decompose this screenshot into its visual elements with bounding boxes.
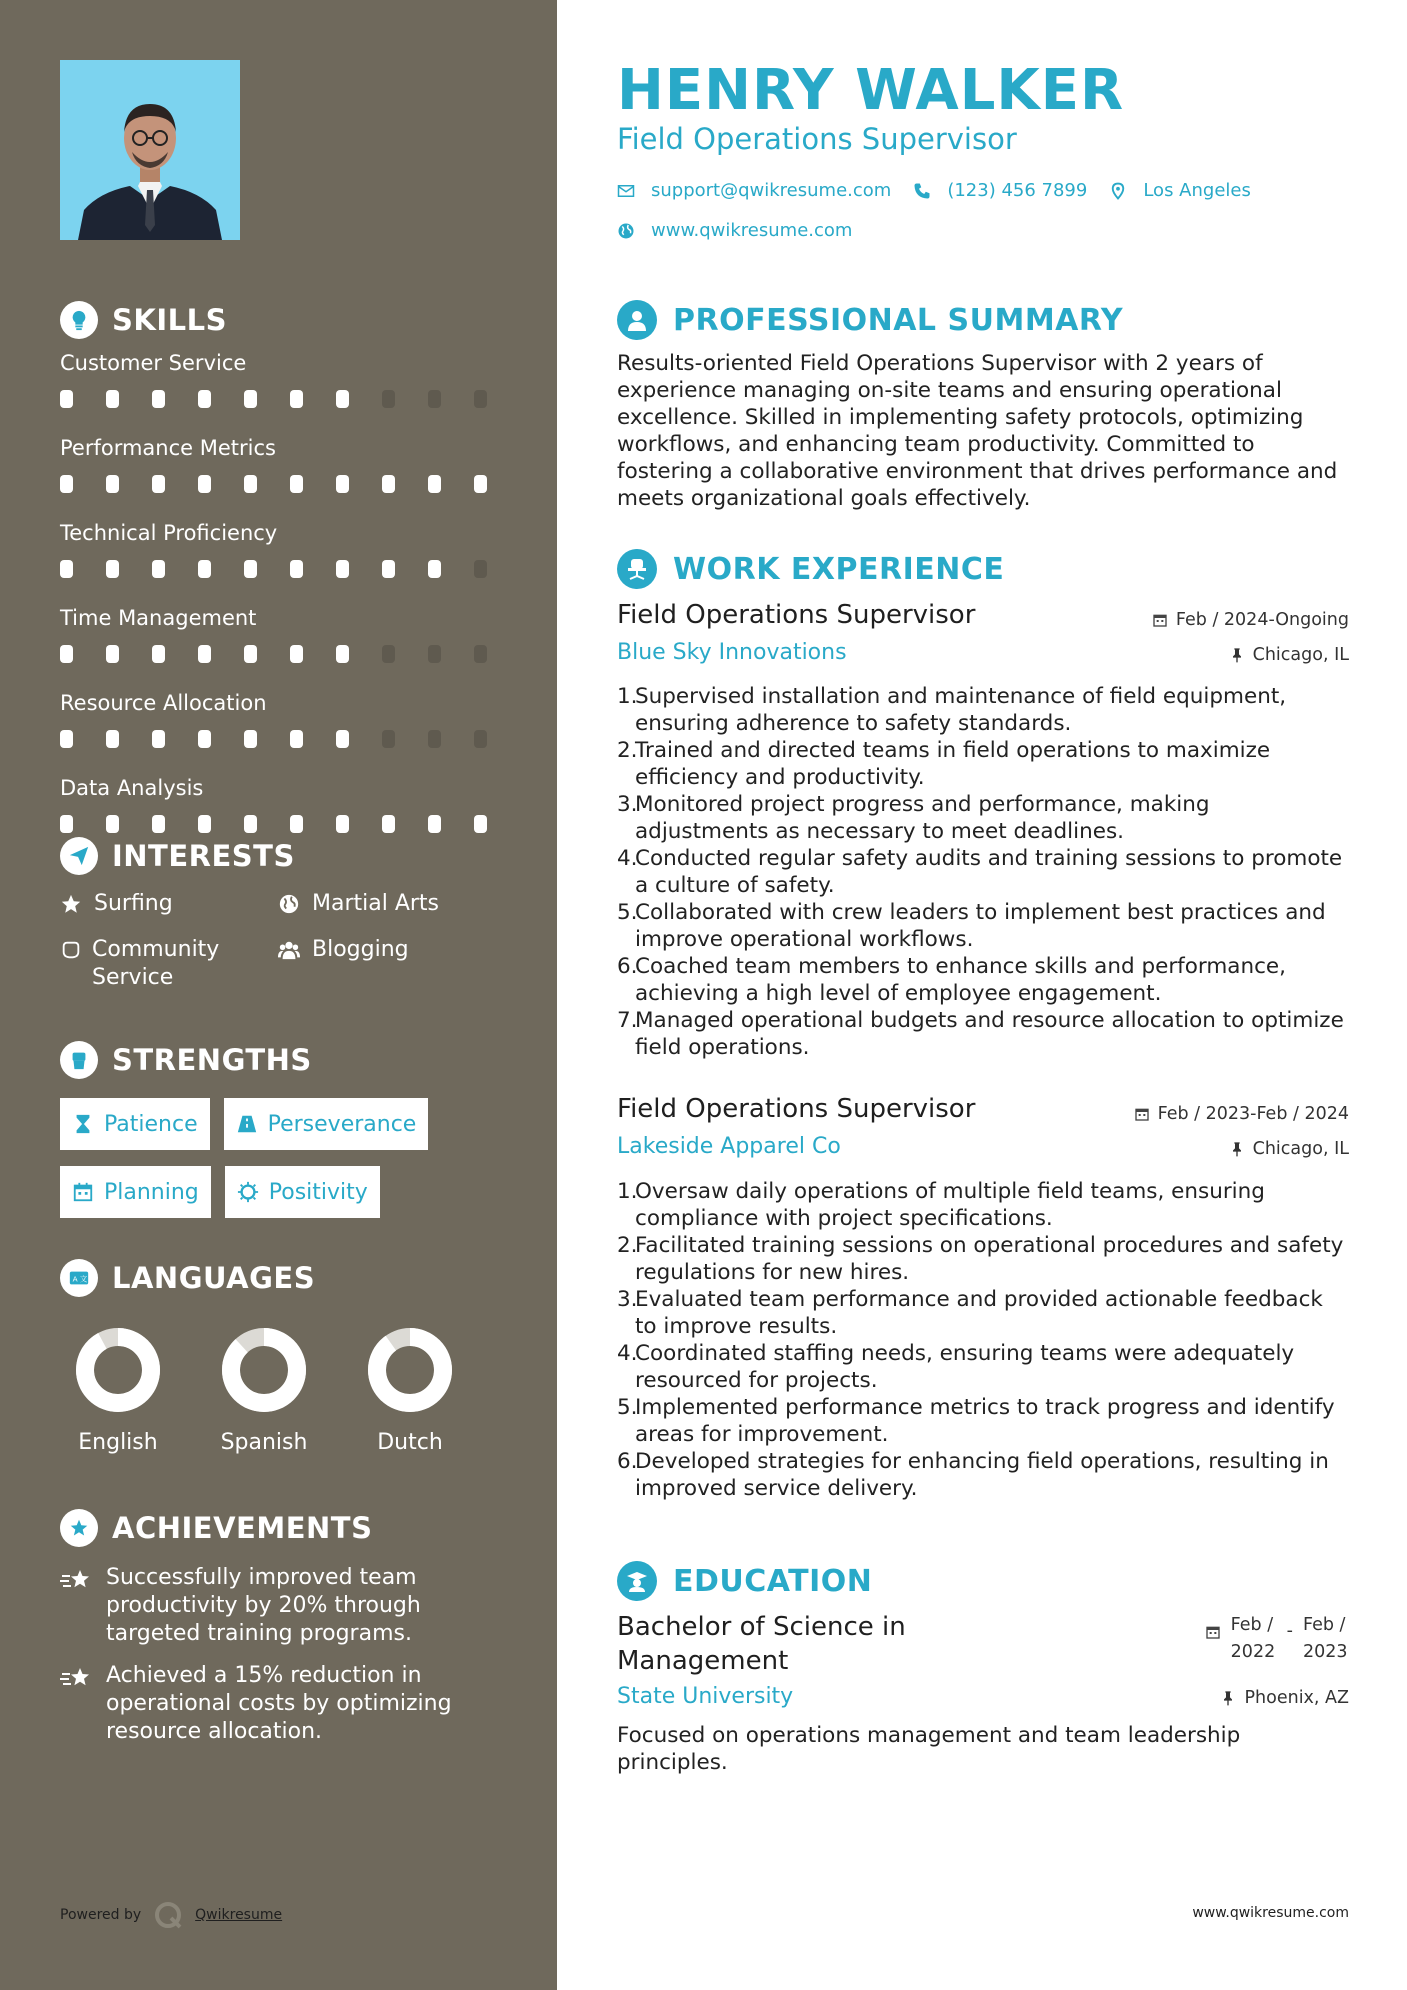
language-icon	[60, 1259, 98, 1297]
school-name: State University	[617, 1684, 794, 1709]
strength-label: Planning	[104, 1179, 199, 1205]
skill-rating	[60, 463, 520, 508]
rating-dot-filled	[428, 560, 441, 578]
strength-badge	[60, 1166, 211, 1218]
rating-dot-filled	[106, 475, 119, 493]
rating-dot-empty	[382, 645, 395, 663]
rating-dot-filled	[382, 560, 395, 578]
powered-by	[60, 1900, 282, 1930]
language-level-arc	[85, 1337, 151, 1403]
rating-dot-empty	[474, 730, 487, 748]
rating-dot-filled	[152, 645, 165, 663]
users-icon	[278, 936, 302, 964]
rating-dot-filled	[198, 730, 211, 748]
rating-dot-filled	[198, 815, 211, 833]
rating-dot-filled	[60, 815, 73, 833]
skill-item	[60, 348, 520, 423]
rating-dot-filled	[474, 815, 487, 833]
rating-dot-filled	[290, 560, 303, 578]
rating-dot-filled	[336, 645, 349, 663]
skill-label: Customer Service	[60, 351, 247, 375]
candidate-role: Field Operations Supervisor	[617, 122, 1017, 156]
rating-dot-filled	[198, 645, 211, 663]
language-item	[368, 1328, 452, 1455]
languages-title: LANGUAGES	[112, 1261, 316, 1295]
interest-label: Martial Arts	[312, 891, 440, 916]
rating-dot-filled	[198, 560, 211, 578]
office-chair-icon	[617, 549, 657, 589]
pushpin-icon	[1229, 1141, 1245, 1157]
achievement-text: Successfully improved team productivity by 20% through targeted training programs.	[106, 1565, 421, 1646]
rating-dot-filled	[106, 645, 119, 663]
education-heading	[617, 1561, 872, 1601]
language-level-ring	[222, 1328, 306, 1412]
candidate-name: HENRY WALKER	[617, 58, 1125, 123]
strength-label: Patience	[104, 1111, 198, 1137]
interests-heading	[60, 834, 520, 878]
language-label: Dutch	[377, 1430, 443, 1455]
company-name: Blue Sky Innovations	[617, 640, 847, 665]
skill-label: Time Management	[60, 606, 257, 630]
rating-dot-empty	[382, 390, 395, 408]
interest-item	[278, 890, 496, 918]
rating-dot-filled	[60, 475, 73, 493]
strength-badge	[225, 1166, 380, 1218]
skill-label: Data Analysis	[60, 776, 204, 800]
skills-list	[60, 348, 520, 848]
job-bullet: 1. Oversaw daily operations of multiple field teams, ensuring compliance with project specifications.	[617, 1179, 1265, 1231]
skill-rating	[60, 548, 520, 593]
summary-text: Results-oriented Field Operations Supervisor with 2 years of experience managing on-site teams and ensuring operational excellence. Skilled in implementing safety protocols, optimizing workflows, and enhancing team productivity. Committed to fostering a collaborative environment that drives performance and meets organizational goals effectively.	[617, 351, 1338, 511]
rating-dot-filled	[106, 730, 119, 748]
globe-icon	[617, 222, 635, 240]
rating-dot-filled	[106, 560, 119, 578]
language-level-ring	[368, 1328, 452, 1412]
trophy-star-icon	[60, 1509, 98, 1547]
rating-dot-filled	[244, 475, 257, 493]
rating-dot-filled	[60, 560, 73, 578]
rating-dot-empty	[428, 390, 441, 408]
summary-title: PROFESSIONAL SUMMARY	[673, 302, 1124, 338]
phone-number[interactable]: (123) 456 7899	[947, 180, 1088, 201]
language-level-arc	[231, 1337, 297, 1403]
pushpin-icon	[1229, 647, 1245, 663]
rating-dot-filled	[290, 475, 303, 493]
location-text: Los Angeles	[1143, 180, 1251, 201]
rating-dot-filled	[336, 730, 349, 748]
rating-dot-filled	[244, 390, 257, 408]
rating-dot-filled	[152, 730, 165, 748]
rating-dot-filled	[244, 560, 257, 578]
skill-label: Technical Proficiency	[60, 521, 278, 545]
interest-label: Surfing	[94, 891, 173, 916]
job-bullet: 6. Coached team members to enhance skills and performance, achieving a high level of employee engagement.	[617, 954, 1286, 1006]
company-name: Lakeside Apparel Co	[617, 1134, 841, 1159]
achievements-section	[60, 1506, 520, 1746]
job-dates	[1152, 610, 1349, 630]
languages-heading	[60, 1256, 520, 1300]
job-bullet: 4. Coordinated staffing needs, ensuring teams were adequately resourced for projects.	[617, 1341, 1295, 1393]
rating-dot-filled	[60, 730, 73, 748]
job-dates-text: Feb / 2024-Ongoing	[1175, 610, 1349, 630]
summary-heading	[617, 300, 1123, 340]
calendar-icon	[1205, 1624, 1221, 1640]
rating-dot-filled	[198, 475, 211, 493]
rating-dot-filled	[290, 645, 303, 663]
skill-item	[60, 688, 520, 763]
qwikresume-logo-icon	[153, 1900, 183, 1930]
skill-item	[60, 433, 520, 508]
website-row	[617, 220, 852, 241]
job-title: Field Operations Supervisor	[617, 600, 976, 630]
strength-badge	[224, 1098, 429, 1150]
interests-title: INTERESTS	[112, 839, 295, 873]
strengths-list	[60, 1098, 500, 1218]
job-bullet: 6. Developed strategies for enhancing field operations, resulting in improved service delivery.	[617, 1449, 1329, 1501]
skills-title: SKILLS	[112, 303, 227, 337]
achievement-text: Achieved a 15% reduction in operational costs by optimizing resource allocation.	[106, 1663, 452, 1744]
star-icon	[60, 890, 84, 918]
rating-dot-filled	[382, 815, 395, 833]
education-title: EDUCATION	[673, 1563, 873, 1599]
rating-dot-empty	[428, 730, 441, 748]
skill-item	[60, 518, 520, 593]
job-bullet: 3. Monitored project progress and performance, making adjustments as necessary to meet deadlines.	[617, 792, 1210, 844]
job-location	[1229, 1139, 1349, 1159]
rating-dot-empty	[474, 645, 487, 663]
language-item	[76, 1328, 160, 1455]
rating-dot-filled	[336, 475, 349, 493]
job-bullet: 3. Evaluated team performance and provided actionable feedback to improve results.	[617, 1287, 1323, 1339]
calendar-icon	[1152, 612, 1168, 628]
hourglass-icon	[72, 1113, 94, 1135]
skill-item	[60, 603, 520, 678]
sidebar	[0, 0, 557, 1990]
language-label: Spanish	[220, 1430, 308, 1455]
degree-title: Bachelor of Science in Management	[617, 1612, 906, 1676]
shooting-star-icon	[60, 1662, 94, 1746]
rating-dot-filled	[336, 560, 349, 578]
brand-link[interactable]: Qwikresume	[195, 1907, 283, 1923]
language-label: English	[78, 1430, 158, 1455]
job-bullet: 5. Implemented performance metrics to track progress and identify areas for improvement.	[617, 1395, 1335, 1447]
road-icon	[236, 1113, 258, 1135]
person-portrait-icon	[60, 60, 240, 240]
skill-rating	[60, 378, 520, 423]
rating-dot-filled	[290, 815, 303, 833]
phone-icon	[913, 182, 931, 200]
lightbulb-icon	[60, 301, 98, 339]
strengths-section	[60, 1038, 520, 1218]
interest-label: Community Service	[92, 937, 220, 990]
strengths-title: STRENGTHS	[112, 1043, 312, 1077]
rating-dot-empty	[474, 560, 487, 578]
rating-dot-filled	[244, 645, 257, 663]
interests-list	[60, 890, 520, 992]
achievements-heading	[60, 1506, 520, 1550]
job-bullet: 2. Facilitated training sessions on operational procedures and safety regulations for new hires.	[617, 1233, 1344, 1285]
achievement-item	[60, 1564, 480, 1648]
interests-section	[60, 834, 520, 992]
profile-photo	[60, 60, 240, 240]
job-dates-text: Feb / 2023-Feb / 2024	[1157, 1104, 1349, 1124]
rating-dot-filled	[152, 390, 165, 408]
education-location	[1220, 1688, 1349, 1708]
job-bullets	[617, 683, 1349, 1061]
shooting-star-icon	[60, 1564, 94, 1648]
rating-dot-filled	[428, 475, 441, 493]
language-level-arc	[377, 1337, 443, 1403]
graduate-icon	[617, 1561, 657, 1601]
job-bullet: 1. Supervised installation and maintenance of field equipment, ensuring adherence to safety standards.	[617, 684, 1287, 736]
fist-icon	[60, 1041, 98, 1079]
strength-badge	[60, 1098, 210, 1150]
interest-item	[278, 936, 496, 992]
language-level-ring	[76, 1328, 160, 1412]
rating-dot-filled	[428, 815, 441, 833]
rating-dot-filled	[244, 730, 257, 748]
rating-dot-filled	[152, 560, 165, 578]
achievement-item	[60, 1662, 480, 1746]
skill-label: Performance Metrics	[60, 436, 276, 460]
job-title: Field Operations Supervisor	[617, 1094, 976, 1124]
rating-dot-filled	[474, 475, 487, 493]
experience-heading	[617, 549, 1004, 589]
achievements-title: ACHIEVEMENTS	[112, 1511, 373, 1545]
paper-plane-icon	[60, 837, 98, 875]
rating-dot-filled	[290, 730, 303, 748]
strength-label: Perseverance	[267, 1111, 417, 1137]
job-location-text: Chicago, IL	[1252, 1139, 1349, 1159]
education-location-text: Phoenix, AZ	[1244, 1688, 1349, 1708]
skill-label: Resource Allocation	[60, 691, 267, 715]
calendar-icon	[72, 1181, 94, 1203]
skill-rating	[60, 633, 520, 678]
job-location	[1229, 645, 1349, 665]
svg-text:文: 文	[79, 1274, 88, 1284]
job-bullet: 4. Conducted regular safety audits and training sessions to promote a culture of safety.	[617, 846, 1343, 898]
strengths-heading	[60, 1038, 520, 1082]
rating-dot-filled	[198, 390, 211, 408]
job-dates	[1134, 1104, 1349, 1124]
interest-label: Blogging	[312, 937, 409, 962]
rating-dot-empty	[382, 730, 395, 748]
rating-dot-empty	[474, 390, 487, 408]
education-description: Focused on operations management and team leadership principles.	[617, 1723, 1241, 1775]
strength-label: Positivity	[268, 1179, 368, 1205]
sun-icon	[237, 1181, 259, 1203]
user-icon	[617, 300, 657, 340]
rating-dot-filled	[152, 475, 165, 493]
skill-rating	[60, 718, 520, 763]
interest-item	[60, 936, 278, 992]
rating-dot-filled	[244, 815, 257, 833]
calendar-icon	[1134, 1106, 1150, 1122]
heart-hand-icon	[60, 936, 82, 964]
job-bullet: 5. Collaborated with crew leaders to implement best practices and improve operational workflows.	[617, 900, 1326, 952]
rating-dot-filled	[106, 815, 119, 833]
languages-section	[60, 1256, 520, 1455]
experience-title: WORK EXPERIENCE	[673, 551, 1005, 587]
rating-dot-filled	[382, 475, 395, 493]
rating-dot-filled	[336, 815, 349, 833]
skills-heading	[60, 298, 520, 342]
map-pin-icon	[1109, 182, 1127, 200]
job-bullets	[617, 1178, 1349, 1502]
footer-url[interactable]: www.qwikresume.com	[1192, 1905, 1349, 1921]
education-start: Feb / 2022	[1230, 1615, 1276, 1662]
rating-dot-filled	[106, 390, 119, 408]
interest-item	[60, 890, 278, 918]
rating-dot-filled	[336, 390, 349, 408]
svg-text:A: A	[72, 1274, 78, 1284]
rating-dot-filled	[152, 815, 165, 833]
languages-list	[60, 1328, 520, 1455]
email-link[interactable]: support@qwikresume.com	[651, 180, 892, 201]
job-bullet: 7. Managed operational budgets and resource allocation to optimize field operations.	[617, 1008, 1344, 1060]
skills-section	[60, 298, 520, 848]
education-dates: Feb / 2022 - Feb / 2023	[1205, 1612, 1349, 1666]
rating-dot-filled	[290, 390, 303, 408]
language-item	[222, 1328, 306, 1455]
powered-label: Powered by	[60, 1907, 142, 1923]
rating-dot-filled	[60, 645, 73, 663]
job-bullet: 2. Trained and directed teams in field operations to maximize efficiency and productivity.	[617, 738, 1271, 790]
envelope-icon	[617, 182, 635, 200]
education-end: Feb / 2023	[1303, 1615, 1348, 1662]
pushpin-icon	[1220, 1690, 1236, 1706]
rating-dot-empty	[428, 645, 441, 663]
rating-dot-filled	[60, 390, 73, 408]
globe-icon	[278, 890, 302, 918]
job-location-text: Chicago, IL	[1252, 645, 1349, 665]
website-link[interactable]: www.qwikresume.com	[651, 220, 853, 241]
contact-row	[617, 180, 1251, 201]
